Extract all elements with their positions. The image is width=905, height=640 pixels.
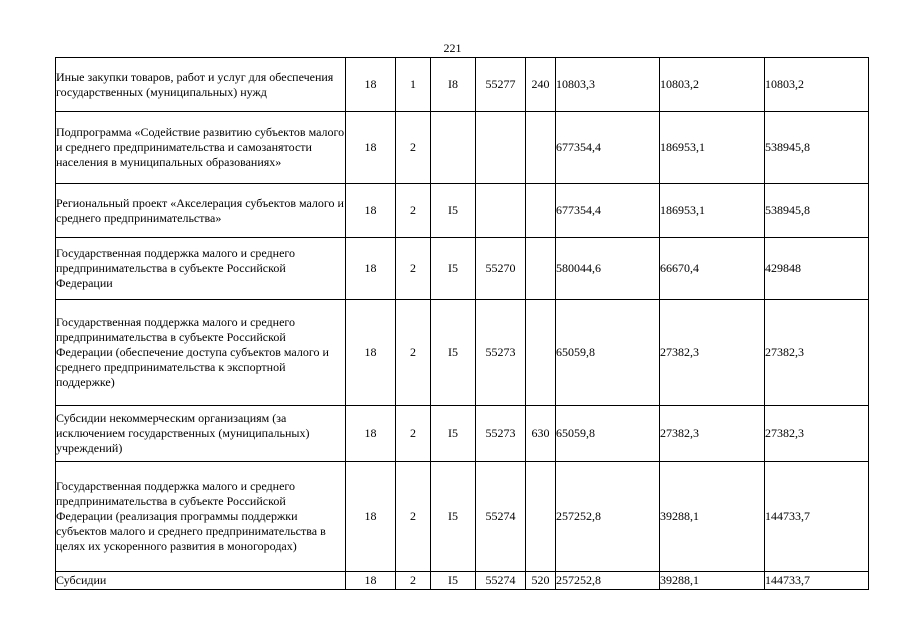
amount-year-3: 538945,8 (765, 112, 869, 184)
row-description: Подпрограмма «Содействие развитию субъектов малого и среднего предпринимательства и самозанятости населения в муниципальных образованиях» (56, 112, 346, 184)
expense-type-code (526, 184, 556, 238)
row-description: Государственная поддержка малого и среднего предпринимательства в субъекте Российской Федерации (обеспечение доступа субъектов малого и среднего предпринимательства к экспортной поддержке) (56, 300, 346, 406)
amount-year-1: 257252,8 (556, 572, 660, 590)
table-row (56, 112, 869, 184)
amount-year-3: 538945,8 (765, 184, 869, 238)
activity-code: I8 (431, 58, 476, 112)
amount-year-1: 65059,8 (556, 300, 660, 406)
activity-code (431, 112, 476, 184)
subprogram-code: 2 (396, 572, 431, 590)
expense-type-code: 630 (526, 406, 556, 462)
table-row (56, 300, 869, 406)
program-code: 18 (346, 238, 396, 300)
amount-year-1: 677354,4 (556, 112, 660, 184)
row-description: Субсидии некоммерческим организациям (за исключением государственных (муниципальных) учреждений) (56, 406, 346, 462)
activity-code: I5 (431, 462, 476, 572)
amount-year-2: 66670,4 (660, 238, 765, 300)
expense-type-code (526, 238, 556, 300)
amount-year-3: 27382,3 (765, 300, 869, 406)
amount-year-1: 65059,8 (556, 406, 660, 462)
amount-year-1: 257252,8 (556, 462, 660, 572)
subprogram-code: 2 (396, 462, 431, 572)
program-code: 18 (346, 300, 396, 406)
expense-direction-code: 55277 (476, 58, 526, 112)
amount-year-2: 39288,1 (660, 462, 765, 572)
expense-type-code: 520 (526, 572, 556, 590)
amount-year-3: 10803,2 (765, 58, 869, 112)
expense-direction-code: 55274 (476, 572, 526, 590)
expense-type-code (526, 462, 556, 572)
activity-code: I5 (431, 238, 476, 300)
table-row (56, 406, 869, 462)
subprogram-code: 2 (396, 238, 431, 300)
table-row (56, 572, 869, 590)
program-code: 18 (346, 184, 396, 238)
amount-year-1: 580044,6 (556, 238, 660, 300)
amount-year-3: 429848 (765, 238, 869, 300)
activity-code: I5 (431, 300, 476, 406)
expense-direction-code: 55274 (476, 462, 526, 572)
amount-year-2: 27382,3 (660, 406, 765, 462)
row-description: Государственная поддержка малого и среднего предпринимательства в субъекте Российской Федерации (56, 238, 346, 300)
row-description: Субсидии (56, 572, 346, 590)
expense-type-code (526, 112, 556, 184)
program-code: 18 (346, 406, 396, 462)
amount-year-2: 186953,1 (660, 184, 765, 238)
table-row (56, 238, 869, 300)
expense-direction-code: 55270 (476, 238, 526, 300)
amount-year-2: 27382,3 (660, 300, 765, 406)
table-body (56, 58, 869, 590)
expense-direction-code: 55273 (476, 406, 526, 462)
program-code: 18 (346, 112, 396, 184)
row-description: Иные закупки товаров, работ и услуг для обеспечения государственных (муниципальных) нужд (56, 58, 346, 112)
subprogram-code: 2 (396, 184, 431, 238)
subprogram-code: 1 (396, 58, 431, 112)
subprogram-code: 2 (396, 112, 431, 184)
amount-year-2: 10803,2 (660, 58, 765, 112)
amount-year-1: 10803,3 (556, 58, 660, 112)
table-row (56, 58, 869, 112)
expense-direction-code (476, 112, 526, 184)
activity-code: I5 (431, 184, 476, 238)
page-number: 221 (443, 41, 462, 55)
amount-year-3: 27382,3 (765, 406, 869, 462)
amount-year-1: 677354,4 (556, 184, 660, 238)
activity-code: I5 (431, 406, 476, 462)
expense-direction-code: 55273 (476, 300, 526, 406)
activity-code: I5 (431, 572, 476, 590)
amount-year-3: 144733,7 (765, 572, 869, 590)
row-description: Государственная поддержка малого и среднего предпринимательства в субъекте Российской Федерации (реализация программы поддержки субъектов малого и среднего предпринимательства в целях их ускоренного развития в моногородах) (56, 462, 346, 572)
expense-type-code (526, 300, 556, 406)
amount-year-3: 144733,7 (765, 462, 869, 572)
expense-direction-code (476, 184, 526, 238)
amount-year-2: 186953,1 (660, 112, 765, 184)
amount-year-2: 39288,1 (660, 572, 765, 590)
table-row (56, 184, 869, 238)
row-description: Региональный проект «Акселерация субъектов малого и среднего предпринимательства» (56, 184, 346, 238)
program-code: 18 (346, 462, 396, 572)
table-row (56, 462, 869, 572)
expense-type-code: 240 (526, 58, 556, 112)
subprogram-code: 2 (396, 406, 431, 462)
program-code: 18 (346, 572, 396, 590)
budget-table (55, 57, 869, 590)
program-code: 18 (346, 58, 396, 112)
subprogram-code: 2 (396, 300, 431, 406)
